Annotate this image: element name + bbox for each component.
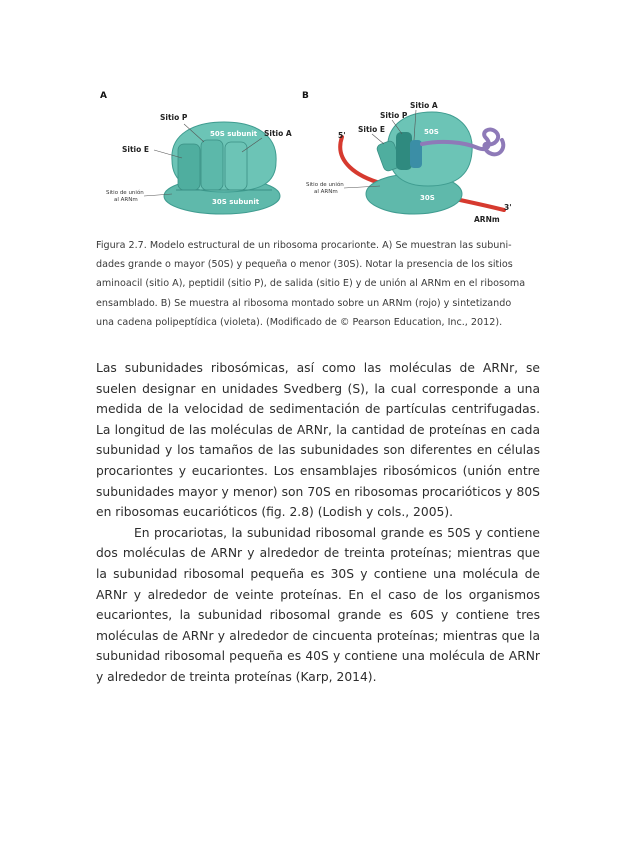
panel-a-mrna-site-label-2: al ARNm xyxy=(114,197,138,203)
panel-b-sitio-p-label: Sitio P xyxy=(380,111,408,120)
caption-line: una cadena polipeptídica (violeta). (Modificado de © Pearson Education, Inc., 2012). xyxy=(96,316,503,328)
panel-b-letter: B xyxy=(302,91,309,101)
caption-line: Figura 2.7. Modelo estructural de un ribosoma procarionte. A) Se muestran las subuni- xyxy=(96,240,512,251)
panel-a-50s-label: 50S subunit xyxy=(210,130,258,138)
caption-line: ensamblado. B) Se muestra al ribosoma montado sobre un ARNm (rojo) y sintetizando xyxy=(96,297,512,309)
caption-line: aminoacil (sitio A), peptidil (sitio P), de salida (sitio E) y de unión al ARNm en el ribosoma xyxy=(96,278,526,290)
panel-b-30s-label: 30S xyxy=(420,194,435,202)
panel-b-50s-label: 50S xyxy=(424,128,439,136)
body-paragraph-2: En procariotas, la subunidad ribosomal grande es 50S y contiene dos moléculas de ARNr y alrededor de treinta proteínas; mientras que la subunidad ribosomal pequeña es 30S y contiene una molécula de ARNr y alrededor de veinte proteínas. En el caso de los organismos eucariontes, la subunidad ribosomal grande es 60S y contiene tres moléculas de ARNr y alrededor de cincuenta proteínas; mientras que la subunidad ribosomal pequeña es 40S y contiene una molécula de ARNr y alrededor de treinta proteínas (Karp, 2014). xyxy=(96,525,540,684)
panel-a-30s-label: 30S subunit xyxy=(212,198,260,206)
panel-a-letter: A xyxy=(100,91,107,101)
panel-a-sitio-e-label: Sitio E xyxy=(122,145,150,154)
body-paragraph-1: Las subunidades ribosómicas, así como las moléculas de ARNr, se suelen designar en unidades Svedberg (S), la cual corresponde a una medida de la velocidad de sedimentación de partículas centrifugadas. La longitud de las moléculas de ARNr, la cantidad de proteínas en cada subunidad y los tamaños de las subunidades son diferentes en células procariontes y eucariontes. Los ensamblajes ribosómicos (unión entre subunidades mayor y menor) son 70S en ribosomas procarióticos y 80S en ribosomas eucarióticos (fig. 2.8) (Lodish y cols., 2005). xyxy=(96,361,540,520)
panel-b-three-prime-label: 3' xyxy=(504,203,512,212)
panel-b-sitio-a-label: Sitio A xyxy=(410,101,438,110)
figure-caption xyxy=(96,236,526,332)
panel-a-mrna-site-label-1: Sitio de unión xyxy=(106,190,144,196)
panel-b-mrna-site-label-2: al ARNm xyxy=(314,189,338,195)
ribosome-figure-svg xyxy=(92,82,532,232)
caption-line: dades grande o mayor (50S) y pequeña o menor (30S). Notar la presencia de los sitios xyxy=(96,259,513,271)
body-text xyxy=(96,358,540,688)
panel-b-sitio-e-label: Sitio E xyxy=(358,125,386,134)
panel-a-sitio-a-label: Sitio A xyxy=(264,129,292,138)
panel-a-sitio-p-label: Sitio P xyxy=(160,113,188,122)
panel-b-mrna-label: ARNm xyxy=(474,215,500,224)
panel-b-mrna-site-label-1: Sitio de unión xyxy=(306,182,344,188)
ribosome-figure xyxy=(92,82,532,232)
panel-b-five-prime-label: 5' xyxy=(338,131,346,140)
